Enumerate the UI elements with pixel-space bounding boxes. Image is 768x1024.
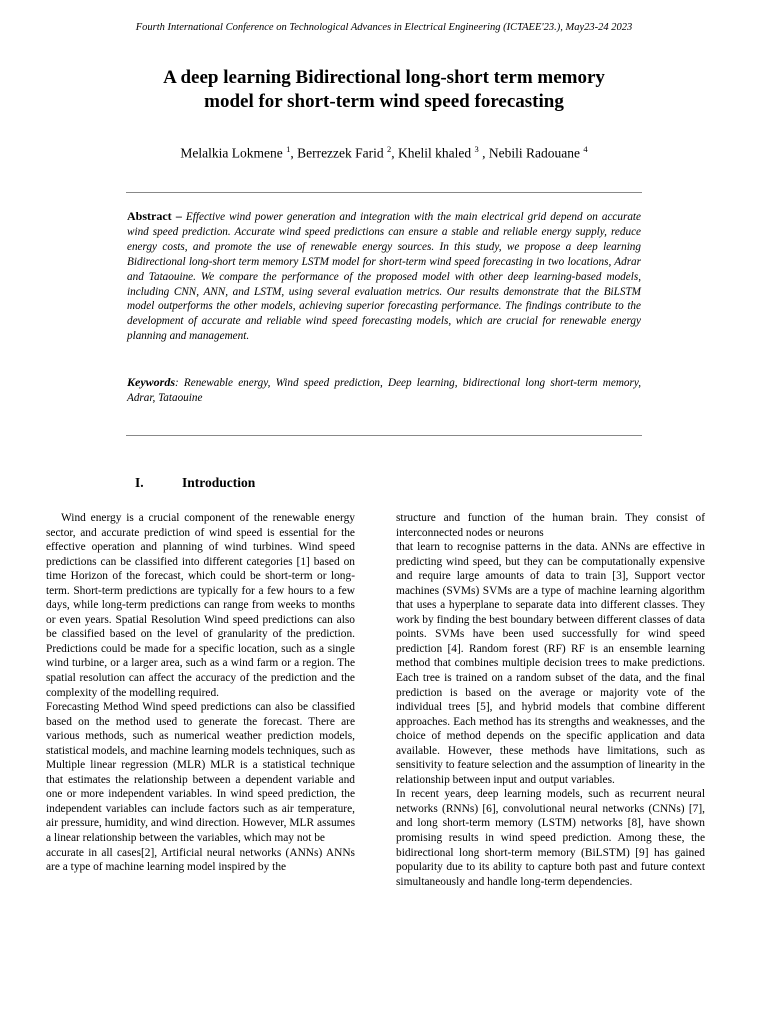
title-line-1: A deep learning Bidirectional long-short term memory [163, 67, 605, 88]
section-number: I. [135, 475, 144, 490]
author-name: Berrezzek Farid [297, 145, 388, 161]
author-affiliation: 3 [474, 144, 479, 154]
right-column [396, 511, 705, 889]
author-affiliation: 4 [583, 144, 588, 154]
author-affiliation: 1 [286, 144, 291, 154]
top-divider [126, 192, 642, 193]
bottom-divider [126, 435, 642, 436]
title-line-2: model for short-term wind speed forecasting [204, 91, 564, 112]
paragraph: structure and function of the human brain. They consist of interconnected nodes or neurons [396, 512, 705, 539]
author-name: Nebili Radouane [488, 145, 584, 161]
paragraph: that learn to recognise patterns in the data. ANNs are effective in predicting wind speed, but they can be computationally expensive and require large amounts of data to train [3], Support vector machines (SVMs) SVMs are a type of machine learning algorithm that uses a hyperplane to separate data into different classes. They work by finding the best boundary between different classes of data points. SVMs have been used successfully for wind speed prediction [4]. Random forest (RF) RF is an ensemble learning method that combines multiple decision trees to make predictions. Each tree is trained on a random subset of the data, and the final prediction is based on the average or majority vote of the individual trees [5], and hybrid models that combine different approaches. Each method has its strengths and weaknesses, and the choice of method depends on the specific application and data available. However, these methods have limitations, such as sensitivity to feature selection and the assumption of linearity in the relationship between input and output variables. [396, 541, 705, 786]
section-heading [135, 475, 255, 491]
author-separator: , [391, 145, 399, 161]
author-name: Melalkia Lokmene [180, 145, 287, 161]
conference-header: Fourth International Conference on Technological Advances in Electrical Engineering (ICTAEE'23.), May23-24 2023 [135, 22, 633, 33]
author-separator: , [290, 145, 298, 161]
author-separator: , [478, 145, 489, 161]
left-column [46, 511, 355, 875]
author-affiliation: 2 [387, 144, 392, 154]
keywords [127, 375, 641, 406]
abstract-label: Abstract – [127, 209, 182, 223]
abstract-text: Effective wind power generation and integration with the main electrical grid depend on accurate wind speed prediction. Accurate wind speed predictions can ensure a stable and reliable energy supply, reduce energy costs, and promote the use of renewable energy sources. In this study, we propose a deep learning Bidirectional long-short term memory LSTM model for short-term wind speed forecasting in two locations, Adrar and Tataouine. We compare the performance of the proposed model with other deep learning-based models, including CNN, ANN, and LSTM, using several evaluation metrics. Our results demonstrate that the BiLSTM model outperforms the other models, achieving superior forecasting performance. The findings contribute to the development of accurate and reliable wind speed forecasting models, which are crucial for renewable energy planning and management. [127, 211, 641, 343]
paragraph: In recent years, deep learning models, such as recurrent neural networks (RNNs) [6], convolutional neural networks (CNNs) [7], and long short-term memory (LSTM) networks [8], have shown promising results in wind speed prediction. Among these, the bidirectional long short-term memory (BiLSTM) [9] has gained popularity due to its ability to capture both past and future context simultaneously and handle long-term dependencies. [396, 788, 705, 888]
keywords-text: : Renewable energy, Wind speed prediction, Deep learning, bidirectional long short-term memory, Adrar, Tataouine [127, 377, 641, 404]
paragraph: Forecasting Method Wind speed predictions can also be classified based on the method used to generate the forecast. There are various methods, such as numerical weather prediction models, statistical models, and machine learning models techniques, such as Multiple linear regression (MLR) MLR is a statistical technique that estimates the relationship between a dependent variable and one or more independent variables. In wind speed prediction, the independent variables can include factors such as air temperature, air pressure, humidity, and wind direction. However, MLR assumes a linear relationship between the variables, which may not be [46, 701, 355, 845]
section-title: Introduction [182, 475, 256, 490]
paragraph: accurate in all cases[2], Artificial neural networks (ANNs) ANNs are a type of machine learning model inspired by the [46, 846, 355, 874]
author-name: Khelil khaled [398, 145, 475, 161]
author-list [0, 144, 768, 162]
abstract [127, 209, 641, 344]
paragraph: Wind energy is a crucial component of the renewable energy sector, and accurate prediction of wind speed is essential for the effective operation and planning of wind turbines. Wind speed predictions can be classified into different categories [1] based on time Horizon of the forecast, which could be short-term or long-term. Short-term predictions are typically for a few hours to a few days, while long-term predictions can range from weeks to months or even years. Spatial Resolution Wind speed predictions can also be classified based on the level of granularity of the prediction. Predictions could be made for a specific location, such as a single wind turbine, or a larger area, such as a wind farm or a region. The spatial resolution can affect the accuracy of the prediction and the complexity of the modelling required. [46, 512, 355, 699]
paper-title [100, 66, 668, 114]
keywords-label: Keywords [127, 375, 175, 389]
